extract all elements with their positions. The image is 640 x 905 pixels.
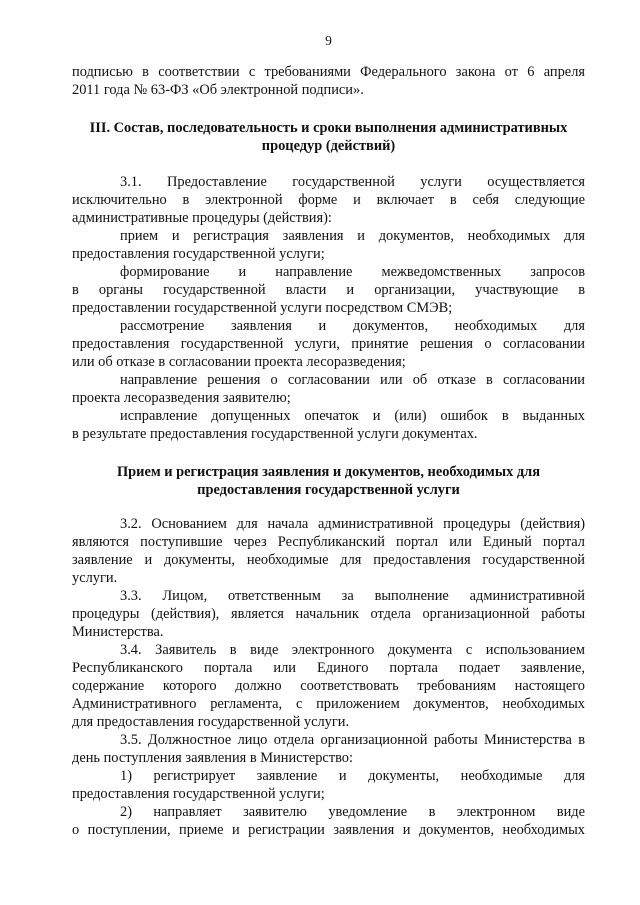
procedure-item-1 <box>72 227 585 263</box>
text-line: содержание которого должно соответствовать требованиям настоящего <box>72 678 585 694</box>
text-line: услуги. <box>72 570 118 586</box>
section-3-heading <box>72 119 585 155</box>
text-line: формирование и направление межведомственных запросов <box>120 264 585 280</box>
text-line: о поступлении, приеме и регистрации заявления и документов, необходимых <box>72 822 585 838</box>
text-line: исправление допущенных опечаток и (или) ошибок в выданных <box>120 408 585 424</box>
text-line: 3.2. Основанием для начала административной процедуры (действия) <box>120 516 585 532</box>
procedure-item-2 <box>72 263 585 317</box>
heading-line: предоставления государственной услуги <box>197 482 460 498</box>
text-line: 1) регистрирует заявление и документы, необходимые для <box>120 768 585 784</box>
page-number: 9 <box>325 33 332 48</box>
procedure-item-3 <box>72 317 585 371</box>
text-line: 2) направляет заявителю уведомление в электронном виде <box>120 804 585 820</box>
paragraph-3-1 <box>72 173 585 227</box>
text-line: или об отказе в согласовании проекта лесоразведения; <box>72 354 406 370</box>
heading-line: Прием и регистрация заявления и документов, необходимых для <box>116 464 541 480</box>
text-line: предоставления государственной услуги; <box>72 786 325 802</box>
text-line: подписью в соответствии с требованиями Федерального закона от 6 апреля <box>72 64 585 80</box>
subsection-heading <box>72 463 585 499</box>
text-line: заявление и документы, необходимые для предоставления государственной <box>72 552 585 568</box>
paragraph-3-3 <box>72 587 585 641</box>
text-line: для предоставления государственной услуги. <box>72 714 350 730</box>
text-line: рассмотрение заявления и документов, необходимых для <box>120 318 585 334</box>
text-line: день поступления заявления в Министерство: <box>72 750 353 766</box>
text-line: являются поступившие через Республиканский портал или Единый портал <box>72 534 585 550</box>
heading-line: III. Состав, последовательность и сроки выполнения административных <box>89 120 568 136</box>
text-line: в органы государственной власти и организации, участвующие в <box>72 282 585 298</box>
text-line: 3.4. Заявитель в виде электронного документа с использованием <box>120 642 585 658</box>
text-line: предоставления государственной услуги; <box>72 246 325 262</box>
text-line: административные процедуры (действия): <box>72 210 332 226</box>
procedure-item-5 <box>72 407 585 443</box>
text-line: предоставления государственной услуги, принятие решения о согласовании <box>72 336 585 352</box>
text-line: предоставлении государственной услуги посредством СМЭВ; <box>72 300 453 316</box>
paragraph-3-5 <box>72 731 585 767</box>
paragraph-3-5-item-1 <box>72 767 585 803</box>
paragraph-3-5-item-2 <box>72 803 585 839</box>
paragraph-3-2 <box>72 515 585 587</box>
text-line: 3.5. Должностное лицо отдела организационной работы Министерства в <box>120 732 585 748</box>
text-line: Республиканского портала или Единого портала подает заявление, <box>72 660 585 676</box>
text-line: проекта лесоразведения заявителю; <box>72 390 291 406</box>
procedure-item-4 <box>72 371 585 407</box>
text-line: 2011 года № 63-ФЗ «Об электронной подписи». <box>72 82 364 98</box>
text-line: исключительно в электронной форме и включает в себя следующие <box>72 192 585 208</box>
text-line: в результате предоставления государственной услуги документах. <box>72 426 478 442</box>
text-line: Административного регламента, с приложением документов, необходимых <box>72 696 585 712</box>
paragraph-3-4 <box>72 641 585 731</box>
text-line: Министерства. <box>72 624 164 640</box>
text-line: направление решения о согласовании или об отказе в согласовании <box>120 372 585 388</box>
text-line: 3.3. Лицом, ответственным за выполнение административной <box>120 588 585 604</box>
text-line: 3.1. Предоставление государственной услуги осуществляется <box>120 174 585 190</box>
heading-line: процедур (действий) <box>261 138 396 154</box>
text-line: процедуры (действия), является начальник отдела организационной работы <box>72 606 585 622</box>
text-line: прием и регистрация заявления и документов, необходимых для <box>120 228 585 244</box>
intro-paragraph <box>72 63 585 99</box>
